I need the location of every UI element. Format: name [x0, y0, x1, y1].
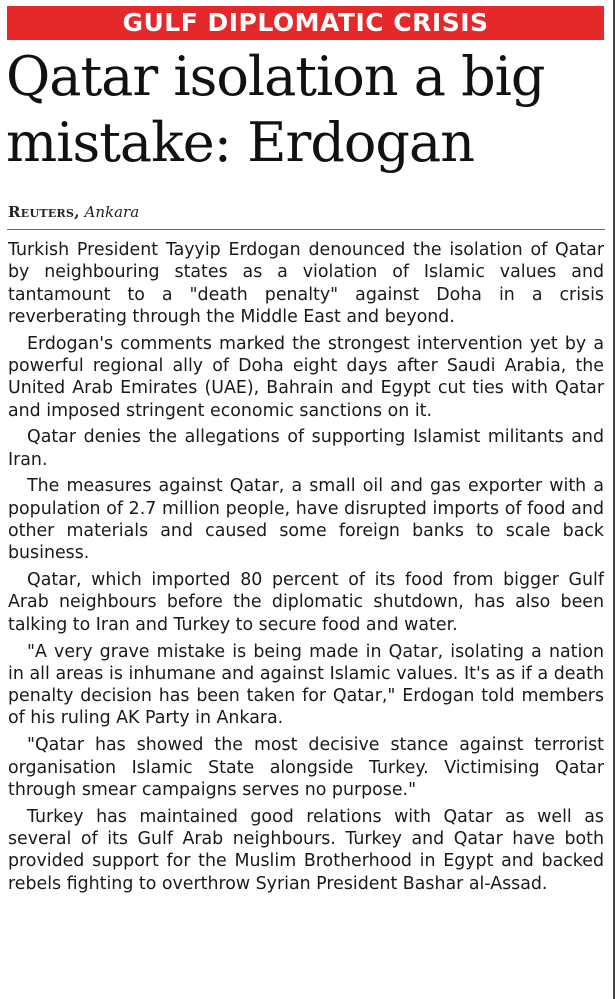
article-body [8, 239, 604, 899]
byline [8, 203, 139, 221]
paragraph: The measures against Qatar, a small oil and gas exporter with a population of 2.7 million people, have disrupted imports of food and other materials and caused some foreign banks to scale back business. [8, 476, 604, 564]
byline-divider [7, 229, 605, 230]
byline-location: Ankara [84, 203, 140, 221]
paragraph: "A very grave mistake is being made in Qatar, isolating a nation in all areas is inhumane and against Islamic values. It's as if a death penalty decision has been taken for Qatar," Erdogan told members of his ruling AK Party in Ankara. [8, 641, 604, 729]
paragraph: Qatar denies the allegations of supporting Islamist militants and Iran. [8, 427, 604, 470]
paragraph: Turkey has maintained good relations with Qatar as well as several of its Gulf Arab neighbours. Turkey and Qatar have both provided support for the Muslim Brotherhood in Egypt and backed rebels fighting to overthrow Syrian President Bashar al-Assad. [8, 806, 604, 894]
paragraph: Turkish President Tayyip Erdogan denounced the isolation of Qatar by neighbouring states as a violation of Islamic values and tantamount to a "death penalty" against Doha in a crisis reverberating through the Middle East and beyond. [8, 240, 604, 327]
headline: Qatar isolation a big mistake: Erdogan [6, 45, 545, 174]
section-kicker: GULF DIPLOMATIC CRISIS [7, 6, 604, 40]
byline-agency: Reuters, [8, 203, 80, 221]
paragraph: Erdogan's comments marked the strongest intervention yet by a powerful regional ally of Doha eight days after Saudi Arabia, the United Arab Emirates (UAE), Bahrain and Egypt cut ties with Qatar and imposed stringent economic sanctions on it. [8, 333, 604, 421]
paragraph: "Qatar has showed the most decisive stance against terrorist organisation Islamic State alongside Turkey. Victimising Qatar through smear campaigns serves no purpose." [8, 735, 604, 800]
paragraph: Qatar, which imported 80 percent of its food from bigger Gulf Arab neighbours before the diplomatic shutdown, has also been talking to Iran and Turkey to secure food and water. [8, 570, 604, 635]
